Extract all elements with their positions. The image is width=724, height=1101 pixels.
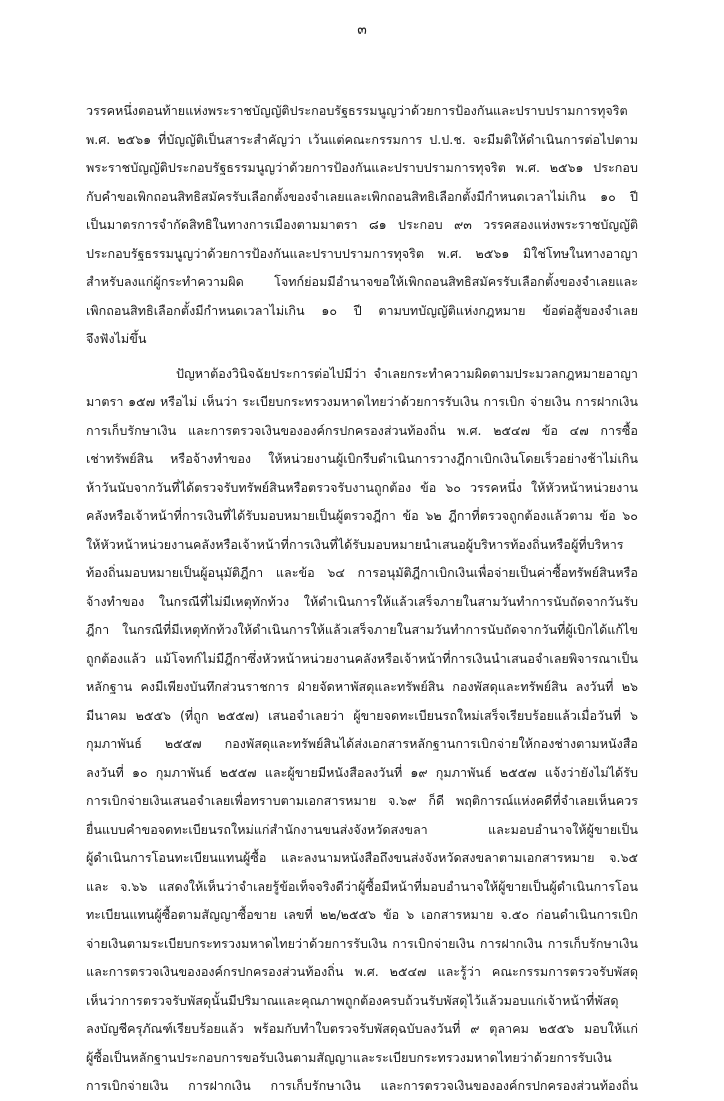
- paragraph-2-line-9: จ้างทำของ ในกรณีที่ไม่มีเหตุทักท้วง ให้ดำเนินการให้แล้วเสร็จภายในสามวันทำการนับถัดจากวันรับ: [86, 593, 638, 609]
- paragraph-1-line-3: พระราชบัญญัติประกอบรัฐธรรมนูญว่าด้วยการป้องกันและปราบปรามการทุจริต พ.ศ. ๒๕๖๑ ประกอบ: [86, 160, 638, 175]
- paragraph-2-line-2: มาตรา ๑๕๗ หรือไม่ เห็นว่า ระเบียบกระทรวงมหาดไทยว่าด้วยการรับเงิน การเบิก จ่ายเงิน การฝากเงิน: [86, 394, 638, 409]
- paragraph-2-line-4: เช่าทรัพย์สิน หรือจ้างทำของ ให้หน่วยงานผู้เบิกรีบดำเนินการวางฎีกาเบิกเงินโดยเร็วอย่างช้าไม่เกิน: [86, 451, 638, 466]
- paragraph-2-line-12: หลักฐาน คงมีเพียงบันทึกส่วนราชการ ฝ่ายจัดหาพัสดุและทรัพย์สิน กองพัสดุและทรัพย์สิน ลงวันที่ ๒๖: [86, 679, 638, 694]
- paragraph-2-line-1: ปัญหาต้องวินิจฉัยประการต่อไปมีว่า จำเลยกระทำความผิดตามประมวลกฎหมายอาญา: [176, 365, 638, 381]
- paragraph-2-line-26: การเบิกจ่ายเงิน การฝากเงิน การเก็บรักษาเงิน และการตรวจเงินขององค์กรปกครองส่วนท้องถิ่น: [86, 1078, 638, 1093]
- paragraph-2-line-20: ทะเบียนแทนผู้ซื้อตามสัญญาซื้อขาย เลขที่ ๒๒/๒๕๕๖ ข้อ ๖ เอกสารหมาย จ.๕๐ ก่อนดำเนินการเบิก: [86, 907, 638, 922]
- paragraph-2-line-17: ยื่นแบบคำขอจดทะเบียนรถใหม่แก่สำนักงานขนส่งจังหวัดสงขลา และมอบอำนาจให้ผู้ขายเป็น: [86, 821, 638, 837]
- paragraph-2-line-22: และการตรวจเงินขององค์กรปกครองส่วนท้องถิ่น พ.ศ. ๒๕๔๗ และรู้ว่า คณะกรรมการตรวจรับพัสดุ: [86, 964, 638, 979]
- paragraph-2-line-11: ถูกต้องแล้ว แม้โจทก์ไม่มีฎีกาซึ่งหัวหน้าหน่วยงานคลังหรือเจ้าหน้าที่การเงินนำเสนอจำเลยพิจารณาเป็น: [86, 650, 638, 666]
- paragraph-2-line-19: และ จ.๖๖ แสดงให้เห็นว่าจำเลยรู้ข้อเท็จจริงดีว่าผู้ซื้อมีหน้าที่มอบอำนาจให้ผู้ขายเป็นผู้ดำเนินการโอน: [86, 878, 638, 894]
- paragraph-2-line-13: มีนาคม ๒๕๕๖ (ที่ถูก ๒๕๕๗) เสนอจำเลยว่า ผู้ขายจดทะเบียนรถใหม่เสร็จเรียบร้อยแล้วเมื่อวันที่ ๖: [86, 707, 638, 723]
- paragraph-2-line-8: ท้องถิ่นมอบหมายเป็นผู้อนุมัติฎีกา และข้อ ๖๔ การอนุมัติฎีกาเบิกเงินเพื่อจ่ายเป็นค่าซื้อทรัพย์สินหรือ: [86, 565, 638, 580]
- paragraph-1-line-6: ประกอบรัฐธรรมนูญว่าด้วยการป้องกันและปราบปรามการทุจริต พ.ศ. ๒๕๖๑ มิใช่โทษในทางอาญา: [86, 245, 638, 261]
- paragraph-2-line-25: ผู้ซื้อเป็นหลักฐานประกอบการขอรับเงินตามสัญญาและระเบียบกระทรวงมหาดไทยว่าด้วยการรับเงิน: [86, 1049, 612, 1065]
- paragraph-2-line-6: คลังหรือเจ้าหน้าที่การเงินที่ได้รับมอบหมายเป็นผู้ตรวจฎีกา ข้อ ๖๒ ฎีกาที่ตรวจถูกต้องแล้วตาม ข้อ ๖๐: [86, 508, 638, 523]
- paragraph-2-line-10: ฎีกา ในกรณีที่มีเหตุทักท้วงให้ดำเนินการให้แล้วเสร็จภายในสามวันทำการนับถัดจากวันที่ผู้เบิกได้แก้ไข: [86, 622, 638, 637]
- paragraph-2-line-7: ให้หัวหน้าหน่วยงานคลังหรือเจ้าหน้าที่การเงินที่ได้รับมอบหมายนำเสนอผู้บริหารท้องถิ่นหรือผู้ที่บริหาร: [86, 536, 624, 552]
- paragraph-1-line-7: สำหรับลงแก่ผู้กระทำความผิด โจทก์ย่อมมีอำนาจขอให้เพิกถอนสิทธิสมัครรับเลือกตั้งของจำเลยและ: [86, 274, 638, 289]
- paragraph-1-line-9: จึงฟังไม่ขึ้น: [86, 331, 147, 346]
- page-number: ๓: [357, 22, 367, 38]
- paragraph-2-line-16: การเบิกจ่ายเงินเสนอจำเลยเพื่อทราบตามเอกสารหมาย จ.๖๙ ก็ดี พฤติการณ์แห่งคดีที่จำเลยเห็นควร: [86, 793, 638, 808]
- body-text: [86, 97, 638, 1101]
- paragraph-1-line-1: วรรคหนึ่งตอนท้ายแห่งพระราชบัญญัติประกอบรัฐธรรมนูญว่าด้วยการป้องกันและปราบปรามการทุจริต: [86, 103, 628, 118]
- paragraph-2-line-23: เห็นว่าการตรวจรับพัสดุนั้นมีปริมาณและคุณภาพถูกต้องครบถ้วนรับพัสดุไว้แล้วมอบแก่เจ้าหน้าที่พัสดุ: [86, 992, 619, 1008]
- paragraph-2-line-5: ห้าวันนับจากวันที่ได้ตรวจรับทรัพย์สินหรือตรวจรับงานถูกต้อง ข้อ ๖๐ วรรคหนึ่ง ให้หัวหน้าหน่วยงาน: [86, 479, 638, 495]
- paragraph-1-line-4: กับคำขอเพิกถอนสิทธิสมัครรับเลือกตั้งของจำเลยและเพิกถอนสิทธิเลือกตั้งมีกำหนดเวลาไม่เกิน ๑๐ ปี: [86, 188, 638, 204]
- paragraph-1-line-5: เป็นมาตรการจำกัดสิทธิในทางการเมืองตามมาตรา ๘๑ ประกอบ ๙๓ วรรคสองแห่งพระราชบัญญัติ: [86, 217, 638, 232]
- paragraph-2-line-3: การเก็บรักษาเงิน และการตรวจเงินขององค์กรปกครองส่วนท้องถิ่น พ.ศ. ๒๕๔๗ ข้อ ๔๗ การซื้อ: [86, 422, 638, 438]
- paragraph-2-line-21: จ่ายเงินตามระเบียบกระทรวงมหาดไทยว่าด้วยการรับเงิน การเบิกจ่ายเงิน การฝากเงิน การเก็บรักษาเงิน: [86, 935, 638, 951]
- paragraph-2-line-18: ผู้ดำเนินการโอนทะเบียนแทนผู้ซื้อ และลงนามหนังสือถึงขนส่งจังหวัดสงขลาตามเอกสารหมาย จ.๖๕: [86, 850, 638, 865]
- paragraph-1-line-8: เพิกถอนสิทธิเลือกตั้งมีกำหนดเวลาไม่เกิน ๑๐ ปี ตามบทบัญญัติแห่งกฎหมาย ข้อต่อสู้ของจำเลย: [86, 302, 638, 318]
- paragraph-2-line-15: ลงวันที่ ๑๐ กุมภาพันธ์ ๒๕๕๗ และผู้ขายมีหนังสือลงวันที่ ๑๙ กุมภาพันธ์ ๒๕๕๗ แจ้งว่ายังไม่ได้รับ: [86, 764, 638, 780]
- paragraph-2-line-14: กุมภาพันธ์ ๒๕๕๗ กองพัสดุและทรัพย์สินได้ส่งเอกสารหลักฐานการเบิกจ่ายให้กองช่างตามหนังสือ: [86, 736, 638, 751]
- paragraph-1-line-2: พ.ศ. ๒๕๖๑ ที่บัญญัติเป็นสาระสำคัญว่า เว้นแต่คณะกรรมการ ป.ป.ช. จะมีมติให้ดำเนินการต่อไปตาม: [86, 131, 638, 147]
- paragraph-2-line-24: ลงบัญชีครุภัณฑ์เรียบร้อยแล้ว พร้อมกับทำใบตรวจรับพัสดุฉบับลงวันที่ ๙ ตุลาคม ๒๕๕๖ มอบให้แก่: [86, 1021, 638, 1036]
